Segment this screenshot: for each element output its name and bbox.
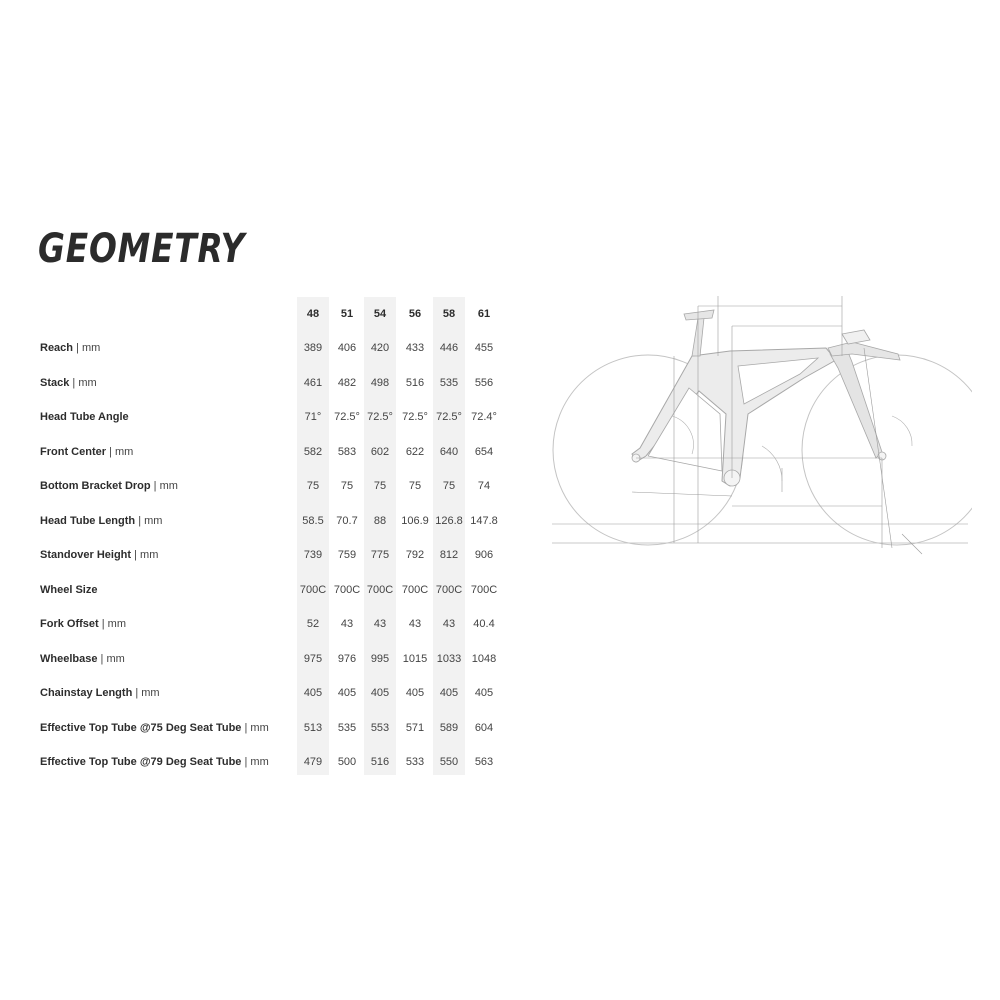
table-cell: 583 (337, 445, 357, 458)
table-cell: 563 (474, 756, 494, 768)
row-label (40, 469, 178, 503)
table-cell: 406 (337, 342, 357, 354)
table-cell: 700C (333, 583, 361, 596)
table-row (0, 676, 520, 710)
table-cell: 1033 (436, 652, 462, 665)
row-label (40, 504, 162, 538)
saddle (684, 310, 714, 320)
table-cell: 405 (405, 687, 425, 699)
table-cell: 88 (373, 514, 387, 527)
row-label (40, 745, 269, 779)
table-cell: 43 (408, 618, 422, 630)
row-label-text: Bottom Bracket Drop (40, 480, 151, 492)
row-label-text: Standover Height (40, 549, 132, 561)
table-row (0, 745, 520, 779)
row-label (40, 676, 160, 710)
table-cell: 553 (370, 721, 390, 734)
table-cell: 405 (337, 687, 357, 699)
table-cell: 72.5° (334, 411, 360, 423)
table-cell: 72.4° (471, 411, 497, 423)
frame-opening-front (738, 358, 818, 404)
table-cell: 792 (405, 549, 425, 561)
table-cell: 52 (306, 618, 320, 630)
row-unit: | mm (241, 721, 269, 734)
table-cell: 71° (304, 411, 322, 423)
table-cell: 976 (337, 652, 357, 665)
row-unit: | mm (131, 549, 159, 561)
table-cell: 446 (439, 342, 459, 354)
table-cell: 75 (306, 480, 320, 492)
row-unit: | mm (241, 756, 269, 768)
row-label (40, 331, 100, 365)
table-cell: 405 (303, 687, 323, 699)
size-header-cell: 61 (477, 308, 491, 320)
table-row (0, 711, 520, 745)
table-cell: 533 (405, 756, 425, 768)
table-cell: 995 (370, 652, 390, 665)
table-row (0, 366, 520, 400)
dimension-lines (552, 296, 968, 554)
table-cell: 461 (303, 376, 323, 389)
table-cell: 571 (405, 721, 425, 734)
size-header-row (0, 297, 520, 331)
table-cell: 550 (439, 756, 459, 768)
row-label-text: Fork Offset (40, 618, 99, 630)
table-row (0, 331, 520, 365)
table-cell: 43 (442, 618, 456, 630)
row-unit: | mm (132, 687, 160, 699)
table-cell: 1048 (471, 652, 497, 665)
table-cell: 43 (340, 618, 354, 630)
table-cell: 75 (373, 480, 387, 492)
table-cell: 72.5° (436, 411, 462, 423)
geometry-table (0, 297, 520, 777)
table-cell: 74 (477, 480, 491, 492)
table-cell: 700C (401, 583, 429, 596)
table-cell: 433 (405, 342, 425, 354)
table-cell: 500 (337, 756, 357, 768)
table-cell: 498 (370, 376, 390, 389)
table-cell: 40.4 (473, 618, 495, 630)
table-cell: 812 (439, 549, 459, 561)
table-cell: 622 (405, 445, 425, 458)
row-label (40, 538, 158, 572)
table-cell: 759 (337, 549, 357, 561)
table-row (0, 400, 520, 434)
row-label-text: Wheelbase (40, 652, 98, 665)
table-cell: 556 (474, 376, 494, 389)
row-label (40, 366, 97, 400)
table-cell: 1015 (402, 652, 428, 665)
table-cell: 513 (303, 721, 323, 734)
row-unit: | mm (135, 514, 163, 527)
row-label-text: Head Tube Length (40, 514, 136, 527)
table-row (0, 435, 520, 469)
size-header-cell: 58 (442, 308, 456, 320)
table-cell: 455 (474, 342, 494, 354)
row-label (40, 607, 126, 641)
row-unit: | mm (150, 480, 178, 492)
table-cell: 405 (370, 687, 390, 699)
table-cell: 147.8 (470, 514, 498, 527)
row-label-text: Effective Top Tube @79 Deg Seat Tube (40, 756, 242, 768)
table-cell: 582 (303, 445, 323, 458)
size-header-cell: 56 (408, 308, 422, 320)
table-row (0, 504, 520, 538)
table-cell: 975 (303, 652, 323, 665)
table-cell: 700C (470, 583, 498, 596)
row-label-text: Wheel Size (40, 583, 98, 596)
table-row (0, 469, 520, 503)
table-cell: 516 (405, 376, 425, 389)
table-cell: 405 (474, 687, 494, 699)
row-label (40, 400, 129, 434)
row-label (40, 642, 125, 676)
table-cell: 58.5 (302, 514, 324, 527)
table-cell: 75 (340, 480, 354, 492)
row-unit: | mm (97, 652, 125, 665)
table-row (0, 573, 520, 607)
table-cell: 589 (439, 721, 459, 734)
table-cell: 700C (299, 583, 327, 596)
table-cell: 70.7 (336, 514, 358, 527)
table-cell: 654 (474, 445, 494, 458)
row-label-text: Chainstay Length (40, 687, 133, 699)
table-cell: 640 (439, 445, 459, 458)
armrest (842, 330, 870, 344)
table-cell: 405 (439, 687, 459, 699)
table-cell: 482 (337, 376, 357, 389)
table-cell: 739 (303, 549, 323, 561)
fork (830, 352, 882, 458)
table-cell: 106.9 (401, 514, 429, 527)
row-label-text: Reach (40, 342, 74, 354)
table-cell: 602 (370, 445, 390, 458)
table-row (0, 538, 520, 572)
table-cell: 126.8 (435, 514, 463, 527)
row-unit: | mm (106, 445, 134, 458)
row-label (40, 573, 97, 607)
table-cell: 479 (303, 756, 323, 768)
table-cell: 906 (474, 549, 494, 561)
table-cell: 775 (370, 549, 390, 561)
size-header-cell: 48 (306, 308, 320, 320)
row-label (40, 711, 269, 745)
table-cell: 604 (474, 721, 494, 734)
table-cell: 535 (337, 721, 357, 734)
table-cell: 389 (303, 342, 323, 354)
row-label-text: Head Tube Angle (40, 411, 129, 423)
table-cell: 75 (408, 480, 422, 492)
table-cell: 43 (373, 618, 387, 630)
size-header-cell: 51 (340, 308, 354, 320)
front-wheel (802, 355, 972, 545)
size-header-cell: 54 (373, 308, 387, 320)
table-cell: 72.5° (367, 411, 393, 423)
row-label-text: Front Center (40, 445, 106, 458)
table-cell: 700C (366, 583, 394, 596)
table-cell: 700C (435, 583, 463, 596)
row-label (40, 435, 133, 469)
bike-geometry-diagram (552, 296, 972, 564)
table-cell: 72.5° (402, 411, 428, 423)
table-cell: 535 (439, 376, 459, 389)
table-cell: 516 (370, 756, 390, 768)
row-label-text: Effective Top Tube @75 Deg Seat Tube (40, 721, 242, 734)
row-label-text: Stack (40, 376, 70, 389)
row-unit: | mm (98, 618, 126, 630)
table-row (0, 607, 520, 641)
table-cell: 420 (370, 342, 390, 354)
row-unit: | mm (69, 376, 97, 389)
page-title: GEOMETRY (38, 226, 246, 272)
table-row (0, 642, 520, 676)
row-unit: | mm (73, 342, 101, 354)
table-cell: 75 (442, 480, 456, 492)
